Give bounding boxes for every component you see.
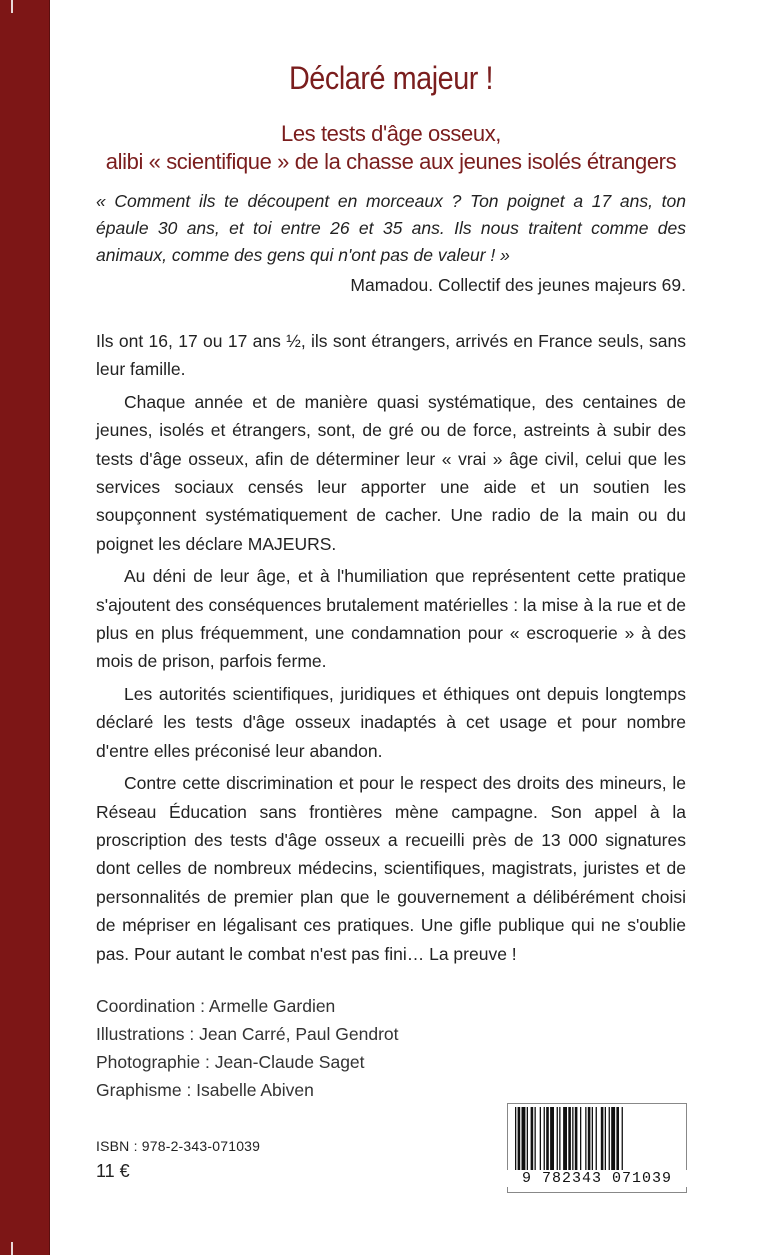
spine-trim-mark-bottom — [11, 1242, 13, 1255]
barcode-bar — [596, 1107, 597, 1173]
barcode-bar — [550, 1107, 554, 1173]
book-spine — [0, 0, 49, 1255]
barcode-bar — [515, 1107, 516, 1173]
barcode — [507, 1103, 687, 1193]
barcode-bar — [585, 1107, 586, 1173]
credit-illustrations: Illustrations : Jean Carré, Paul Gendrot — [96, 1024, 399, 1044]
spine-trim-mark-top — [11, 0, 13, 13]
barcode-bar — [601, 1107, 604, 1173]
subtitle-line-2: alibi « scientifique » de la chasse aux jeunes isolés étrangers — [105, 149, 677, 174]
barcode-bar — [546, 1107, 549, 1173]
barcode-bar — [616, 1107, 619, 1173]
blurb-text — [96, 327, 686, 972]
barcode-bar — [605, 1107, 606, 1173]
credits-list — [96, 992, 496, 1104]
barcode-bar — [518, 1107, 521, 1173]
blurb-paragraph: Au déni de leur âge, et à l'humiliation que représentent cette pratique s'ajoutent des conséquences brutalement matérielles : la mise à la rue et de plus en plus fréquemment, une condamnation pour « escroquerie » à des mois de prison, parfois ferme. — [96, 566, 686, 672]
barcode-bars-icon — [513, 1105, 681, 1179]
spine-edge — [49, 0, 50, 1255]
barcode-bar — [580, 1107, 581, 1173]
barcode-bar — [531, 1107, 534, 1173]
price-label: 11 € — [96, 1161, 130, 1181]
barcode-bar — [568, 1107, 571, 1173]
blurb-paragraph: Ils ont 16, 17 ou 17 ans ½, ils sont étrangers, arrivés en France seuls, sans leur famille. — [96, 331, 686, 380]
book-subtitle — [76, 120, 706, 176]
credit-graphisme: Graphisme : Isabelle Abiven — [96, 1080, 314, 1100]
barcode-number: 9 782343 071039 — [507, 1170, 687, 1187]
barcode-bar — [563, 1107, 567, 1173]
blurb-paragraph: Les autorités scientifiques, juridiques et éthiques ont depuis longtemps déclaré les tests d'âge osseux inadaptés à cet usage et pour nombre d'entre elles préconisé leur abandon. — [96, 683, 686, 761]
credit-photographie: Photographie : Jean-Claude Saget — [96, 1052, 365, 1072]
barcode-bar — [522, 1107, 526, 1173]
subtitle-line-1: Les tests d'âge osseux, — [280, 121, 502, 146]
book-title: Déclaré majeur ! — [288, 60, 494, 96]
barcode-bar — [592, 1107, 593, 1173]
barcode-bar — [544, 1107, 545, 1173]
isbn-label: ISBN : 978-2-343-071039 — [96, 1138, 261, 1154]
credit-coordination: Coordination : Armelle Gardien — [96, 996, 336, 1016]
barcode-bar — [559, 1107, 560, 1173]
epigraph-source: Mamadou. Collectif des jeunes majeurs 69. — [350, 275, 686, 295]
back-cover-content — [96, 0, 686, 1255]
barcode-bar — [572, 1107, 573, 1173]
barcode-bar — [588, 1107, 591, 1173]
barcode-bar — [622, 1107, 623, 1173]
barcode-bar — [611, 1107, 615, 1173]
barcode-bar — [575, 1107, 578, 1173]
barcode-bar — [535, 1107, 536, 1173]
barcode-bar — [609, 1107, 610, 1173]
blurb-paragraph: Contre cette discrimination et pour le respect des droits des mineurs, le Réseau Éducation sans frontières mène campagne. Son appel à la proscription des tests d'âge osseux a recueilli près de 13 000 signatures dont celles de nombreux médecins, scientifiques, magistrats, juristes et de personnalités de premier plan que le gouvernement a délibérément choisi de mépriser en légalisant ces pratiques. Une gifle publique qui ne s'oublie pas. Pour autant le combat n'est pas fini… La preuve ! — [96, 773, 686, 964]
barcode-bar — [557, 1107, 558, 1173]
blurb-paragraph: Chaque année et de manière quasi systématique, des centaines de jeunes, isolés et étrangers, sont, de gré ou de force, astreints à subir des tests d'âge osseux, afin de déterminer leur « vrai » âge civil, celui que les services sociaux censés leur apporter une aide et un soutien les soupçonnent systématiquement de cacher. Une radio de la main ou du poignet les déclare MAJEURS. — [96, 391, 686, 554]
barcode-bar — [527, 1107, 528, 1173]
barcode-bar — [540, 1107, 541, 1173]
epigraph-quote: « Comment ils te découpent en morceaux ? Ton poignet a 17 ans, ton épaule 30 ans, et toi entre 26 et 35 ans. Ils nous traitent comme des animaux, comme des gens qui n'ont pas de valeur ! » — [96, 191, 686, 265]
